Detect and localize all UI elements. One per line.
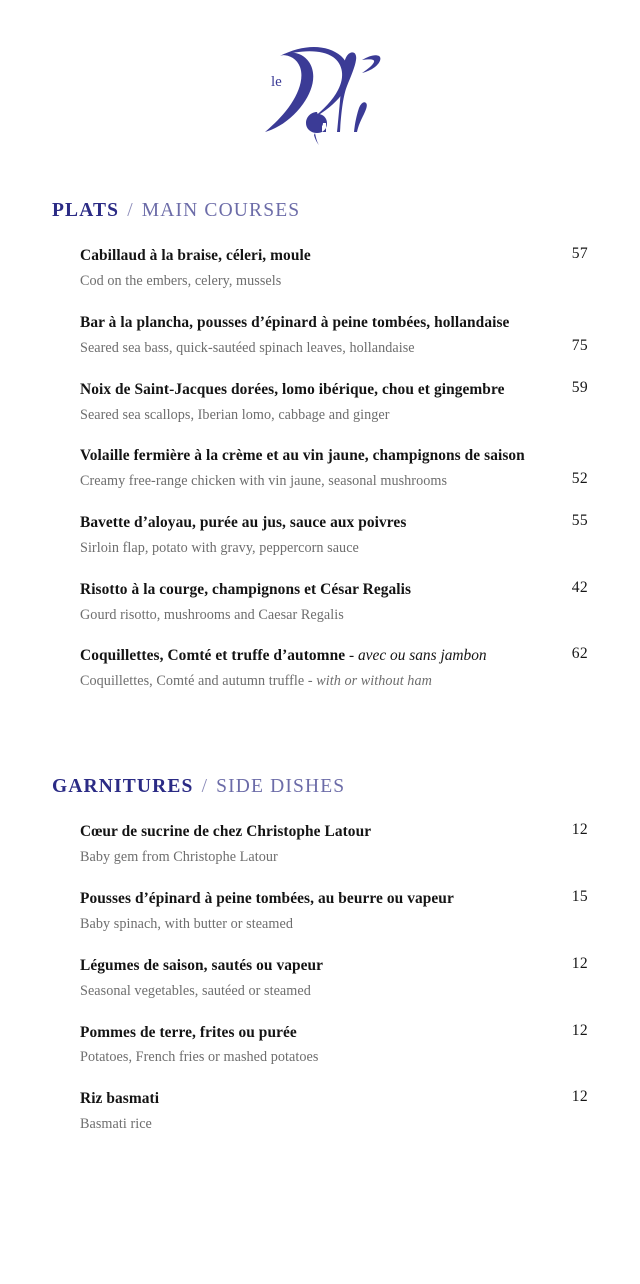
menu-item-name-fr-main: Légumes de saison, sautés ou vapeur: [80, 956, 324, 974]
menu-item-name-en-main: Sirloin flap, potato with gravy, peppercorn sauce: [80, 540, 359, 557]
menu-item-name-en: [80, 270, 534, 293]
menu-section-plats: [52, 199, 588, 693]
menu-item-name-en: [80, 604, 534, 627]
section-title-en: SIDE DISHES: [216, 776, 346, 798]
top-spacer: [52, 175, 588, 199]
menu-item: [80, 378, 588, 427]
menu-item-name-fr: [80, 444, 534, 469]
menu-item: [80, 954, 588, 1003]
section-items-gap: [52, 222, 588, 244]
menu-item-name-fr: [80, 378, 534, 403]
menu-item-price: 52: [571, 470, 588, 488]
logo-accent-flourish: [362, 55, 380, 73]
menu-item-name-fr: [80, 1021, 534, 1046]
section-header-plats: [52, 199, 588, 222]
menu-item-name-fr-main: Cabillaud à la braise, céleri, moule: [80, 247, 311, 265]
section-title-fr: GARNITURES: [52, 776, 194, 798]
menu-item-name-fr: [80, 578, 534, 603]
logo-a-loop: [306, 112, 327, 133]
menu-item: [80, 820, 588, 869]
menu-item-name-fr: [80, 244, 534, 269]
menu-item-name-en: [80, 1046, 534, 1069]
menu-item-name-fr-suffix: - avec ou sans jambon: [345, 647, 487, 665]
menu-item-name-en: [80, 1113, 534, 1136]
menu-item-price: 75: [571, 337, 588, 355]
section-title-separator: /: [127, 200, 134, 221]
menu-item-name-en-main: Cod on the embers, celery, mussels: [80, 273, 282, 290]
menu-item-name-en: [80, 846, 534, 869]
menu-item-name-en: [80, 404, 534, 427]
menu-item-text: [80, 1087, 534, 1136]
menu-item-price: 12: [571, 821, 588, 839]
logo-block: [0, 0, 640, 175]
menu-item-name-en-main: Potatoes, French fries or mashed potatoes: [80, 1049, 319, 1066]
menu-item: [80, 444, 588, 493]
menu-item-name-en-main: Seared sea scallops, Iberian lomo, cabbage and ginger: [80, 406, 390, 423]
logo-i-stroke: [354, 102, 367, 132]
menu-body: [0, 175, 640, 1136]
menu-item-name-fr-main: Noix de Saint-Jacques dorées, lomo ibérique, chou et gingembre: [80, 380, 505, 398]
menu-item-name-en-main: Basmati rice: [80, 1116, 152, 1133]
menu-sections: [52, 199, 588, 1136]
menu-item-name-en-main: Coquillettes, Comté and autumn truffle: [80, 673, 305, 690]
menu-item-price: 42: [571, 578, 588, 596]
menu-item: [80, 511, 588, 560]
menu-item-name-fr-main: Pommes de terre, frites ou purée: [80, 1023, 297, 1041]
menu-item-text: [80, 644, 534, 693]
section-title-en: MAIN COURSES: [141, 200, 301, 221]
menu-item-text: [80, 311, 534, 360]
menu-item-name-en-suffix: - with or without ham: [304, 673, 432, 690]
menu-item-name-en-main: Gourd risotto, mushrooms and Caesar Regalis: [80, 606, 344, 623]
menu-item-price: 57: [571, 245, 588, 263]
menu-item-name-fr-main: Pousses d’épinard à peine tombées, au beurre ou vapeur: [80, 890, 454, 908]
menu-item-name-en: [80, 670, 534, 693]
menu-item-name-fr: [80, 644, 534, 669]
menu-item-name-fr: [80, 887, 534, 912]
menu-item: [80, 244, 588, 293]
menu-item-price: 62: [571, 645, 588, 663]
menu-item-text: [80, 244, 534, 293]
menu-item: [80, 644, 588, 693]
menu-item-name-en-main: Baby spinach, with butter or steamed: [80, 916, 293, 933]
menu-item-name-en: [80, 337, 534, 360]
menu-item-name-en: [80, 470, 534, 493]
menu-item-name-en: [80, 537, 534, 560]
menu-item-name-en-main: Creamy free-range chicken with vin jaune, seasonal mushrooms: [80, 473, 448, 490]
menu-item-price: 12: [571, 954, 588, 972]
menu-item-list-plats: [52, 244, 588, 693]
menu-item: [80, 1087, 588, 1136]
menu-item-text: [80, 578, 534, 627]
section-title-fr: PLATS: [52, 200, 120, 221]
le-dali-logo: [255, 36, 385, 146]
menu-item-name-en: [80, 980, 534, 1003]
menu-item-name-fr-main: Cœur de sucrine de chez Christophe Latour: [80, 823, 372, 841]
menu-item-name-fr-main: Bavette d’aloyau, purée au jus, sauce aux poivres: [80, 514, 407, 532]
menu-item-name-fr-main: Volaille fermière à la crème et au vin jaune, champignons de saison: [80, 447, 525, 465]
menu-section-garnitures: [52, 775, 588, 1136]
menu-item-name-fr-main: Risotto à la courge, champignons et César Regalis: [80, 580, 412, 598]
menu-item-text: [80, 1021, 534, 1070]
menu-item-name-fr: [80, 820, 534, 845]
menu-item-text: [80, 511, 534, 560]
menu-item-name-fr-main: Coquillettes, Comté et truffe d’automne: [80, 647, 346, 665]
menu-item-name-fr-main: Bar à la plancha, pousses d’épinard à peine tombées, hollandaise: [80, 314, 510, 332]
menu-item-list-garnitures: [52, 820, 588, 1135]
menu-item-price: 55: [571, 512, 588, 530]
menu-item-name-fr-main: Riz basmati: [80, 1090, 160, 1108]
menu-item-name-fr: [80, 511, 534, 536]
menu-item-name-en-main: Seasonal vegetables, sautéed or steamed: [80, 982, 311, 999]
section-header-garnitures: [52, 775, 588, 798]
menu-item-text: [80, 954, 534, 1003]
menu-item-name-en-main: Seared sea bass, quick-sautéed spinach leaves, hollandaise: [80, 340, 415, 357]
menu-item-name-en-main: Baby gem from Christophe Latour: [80, 849, 278, 866]
menu-item-text: [80, 820, 534, 869]
logo-le-text: le: [271, 73, 282, 90]
menu-item-price: 15: [571, 888, 588, 906]
section-title-separator: /: [201, 776, 209, 798]
menu-item-text: [80, 887, 534, 936]
section-items-gap: [52, 798, 588, 820]
menu-item-name-fr: [80, 311, 534, 336]
logo-descender: [314, 133, 319, 145]
section-gap: [52, 693, 588, 775]
menu-item: [80, 311, 588, 360]
menu-item-text: [80, 444, 534, 493]
menu-item: [80, 1021, 588, 1070]
menu-item-price: 12: [571, 1021, 588, 1039]
menu-item-price: 12: [571, 1088, 588, 1106]
menu-item-name-en: [80, 913, 534, 936]
menu-item: [80, 887, 588, 936]
menu-item: [80, 578, 588, 627]
menu-item-text: [80, 378, 534, 427]
menu-item-price: 59: [571, 378, 588, 396]
menu-item-name-fr: [80, 954, 534, 979]
menu-item-name-fr: [80, 1087, 534, 1112]
logo-d-stroke: [265, 52, 313, 131]
